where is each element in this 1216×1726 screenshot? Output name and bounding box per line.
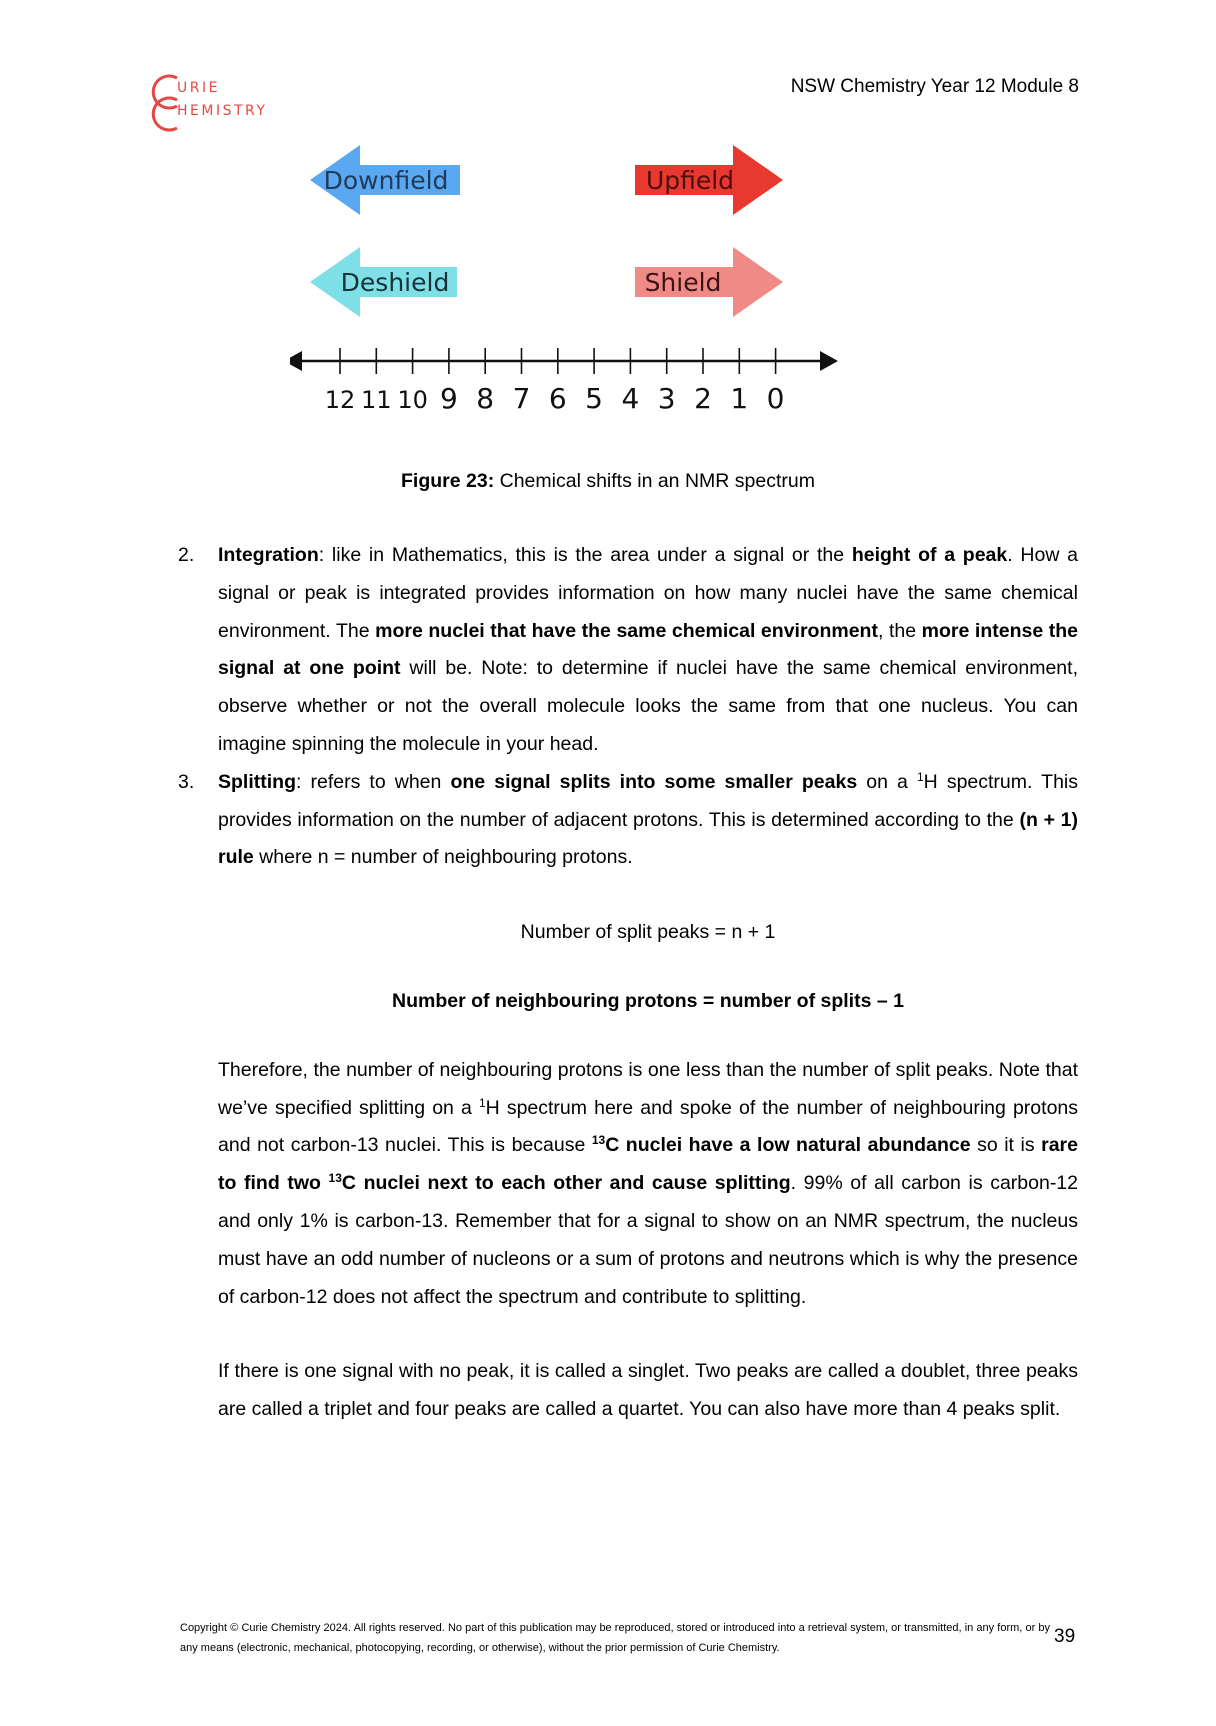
bold-span: rare to find two <box>218 1134 1078 1195</box>
paragraph-peak-names: If there is one signal with no peak, it is called a singlet. Two peaks are called a doublet, three peaks are called a triplet and four peaks are called a quartet. You can also have more than 4 peaks split. <box>218 1360 1078 1421</box>
upfield-label: Upfield <box>645 166 735 195</box>
superscript: 1 <box>916 769 924 784</box>
chemical-shift-axis <box>290 348 838 415</box>
list-number: 3. <box>178 770 195 793</box>
text-span: Therefore, the number of neighbouring protons is one less than the number of split peaks. Note that we’ve specified splitting on a <box>218 1058 1078 1119</box>
axis-tick-label: 9 <box>439 382 458 415</box>
axis-tick-label: 5 <box>585 382 604 415</box>
text-span: H spectrum. This provides information on the number of adjacent protons. This is determined according to the <box>218 770 1078 831</box>
copyright-footer: Copyright © Curie Chemistry 2024. All rights reserved. No part of this publication may be reproduced, stored or introduced into a retrieval system, or transmitted, in any form, or by any means (electronic, mechanical, photocopying, recording, or otherwise), without the prior permission of Curie Chemistry. <box>180 1622 1050 1654</box>
figure-caption-label: Figure 23: <box>401 470 495 492</box>
text-span: H spectrum here and spoke of the number of neighbouring protons and not carbon-13 nuclei. This is because <box>218 1096 1079 1157</box>
axis-tick-label: 11 <box>361 386 392 414</box>
logo-text-line2: HEMISTRY <box>177 103 268 119</box>
bold-span: more nuclei that have the same chemical environment <box>375 619 878 642</box>
downfield-arrow <box>310 145 460 215</box>
text-span: so it is <box>970 1134 1042 1157</box>
formula-split-peaks: Number of split peaks = n + 1 <box>520 921 776 944</box>
term-splitting: Splitting <box>218 770 296 793</box>
logo-text-line1: URIE <box>177 80 220 96</box>
bold-span: more intense the signal at one point <box>218 619 1078 680</box>
text-span: on a <box>857 770 917 793</box>
deshield-label: Deshield <box>340 268 450 297</box>
figure-caption <box>0 470 1216 493</box>
list-item-splitting <box>178 764 1078 877</box>
axis-tick-label: 4 <box>621 382 640 415</box>
axis-tick-label: 8 <box>476 382 495 415</box>
curie-chemistry-logo <box>143 70 293 134</box>
term-integration: Integration <box>218 544 319 566</box>
text-span: . How a signal or peak is integrated provides information on how many nuclei have the same chemical environment. The <box>218 544 1078 642</box>
superscript: 13 <box>591 1133 606 1148</box>
page-number: 39 <box>1054 1626 1076 1647</box>
text-span: where n = number of neighbouring protons. <box>253 846 633 869</box>
text-span: , the <box>877 619 922 642</box>
text-span: . 99% of all carbon is carbon-12 and only 1% is carbon-13. Remember that for a signal to show on an NMR spectrum, the nucleus must have an odd number of nucleons or a sum of protons and neutrons which is why the presence of carbon-12 does not affect the spectrum and contribute to splitting. <box>218 1172 1078 1308</box>
axis-tick-label: 2 <box>694 382 712 415</box>
figure-caption-text: Chemical shifts in an NMR spectrum <box>494 470 815 492</box>
shield-label: Shield <box>644 268 722 297</box>
formula-neighbouring-protons: Number of neighbouring protons = number of splits – 1 <box>392 989 904 1012</box>
axis-tick-label: 1 <box>730 382 749 415</box>
axis-left-arrowhead <box>290 351 302 371</box>
axis-tick-label: 0 <box>766 382 785 415</box>
bold-span: height of a peak <box>851 544 1008 566</box>
text-span: will be. Note: to determine if nuclei have the same chemical environment, observe whether or not the overall molecule looks the same from that one nucleus. You can imagine spinning the molecule in your head. <box>218 657 1078 755</box>
superscript: 13 <box>328 1171 342 1186</box>
shield-arrow <box>635 247 783 317</box>
document-header-title: NSW Chemistry Year 12 Module 8 <box>790 76 1079 97</box>
bold-span: (n + 1) rule <box>218 808 1078 869</box>
upfield-arrow <box>635 145 783 215</box>
axis-tick-label: 12 <box>324 386 356 414</box>
text-span: : like in Mathematics, this is the area under a signal or the <box>318 544 852 566</box>
paragraph-neighbouring-protons <box>178 1052 1078 1317</box>
axis-tick-label: 3 <box>657 382 676 415</box>
axis-right-arrowhead <box>820 351 838 371</box>
downfield-label: Downfield <box>323 166 449 195</box>
body-content <box>178 537 1078 1429</box>
deshield-arrow <box>310 247 457 317</box>
bold-span: C nuclei have a low natural abundance <box>605 1134 971 1157</box>
text-span: : refers to when <box>295 770 451 793</box>
axis-tick-label: 6 <box>548 382 567 415</box>
chemical-shift-figure <box>290 145 930 465</box>
list-number: 2. <box>178 544 195 566</box>
bold-span: C nuclei next to each other and cause splitting <box>341 1172 791 1195</box>
axis-tick-label: 7 <box>512 382 531 415</box>
bold-span: one signal splits into some smaller peaks <box>450 770 858 793</box>
superscript: 1 <box>478 1095 486 1110</box>
axis-tick-label: 10 <box>397 386 428 414</box>
list-item-integration <box>178 537 1078 764</box>
